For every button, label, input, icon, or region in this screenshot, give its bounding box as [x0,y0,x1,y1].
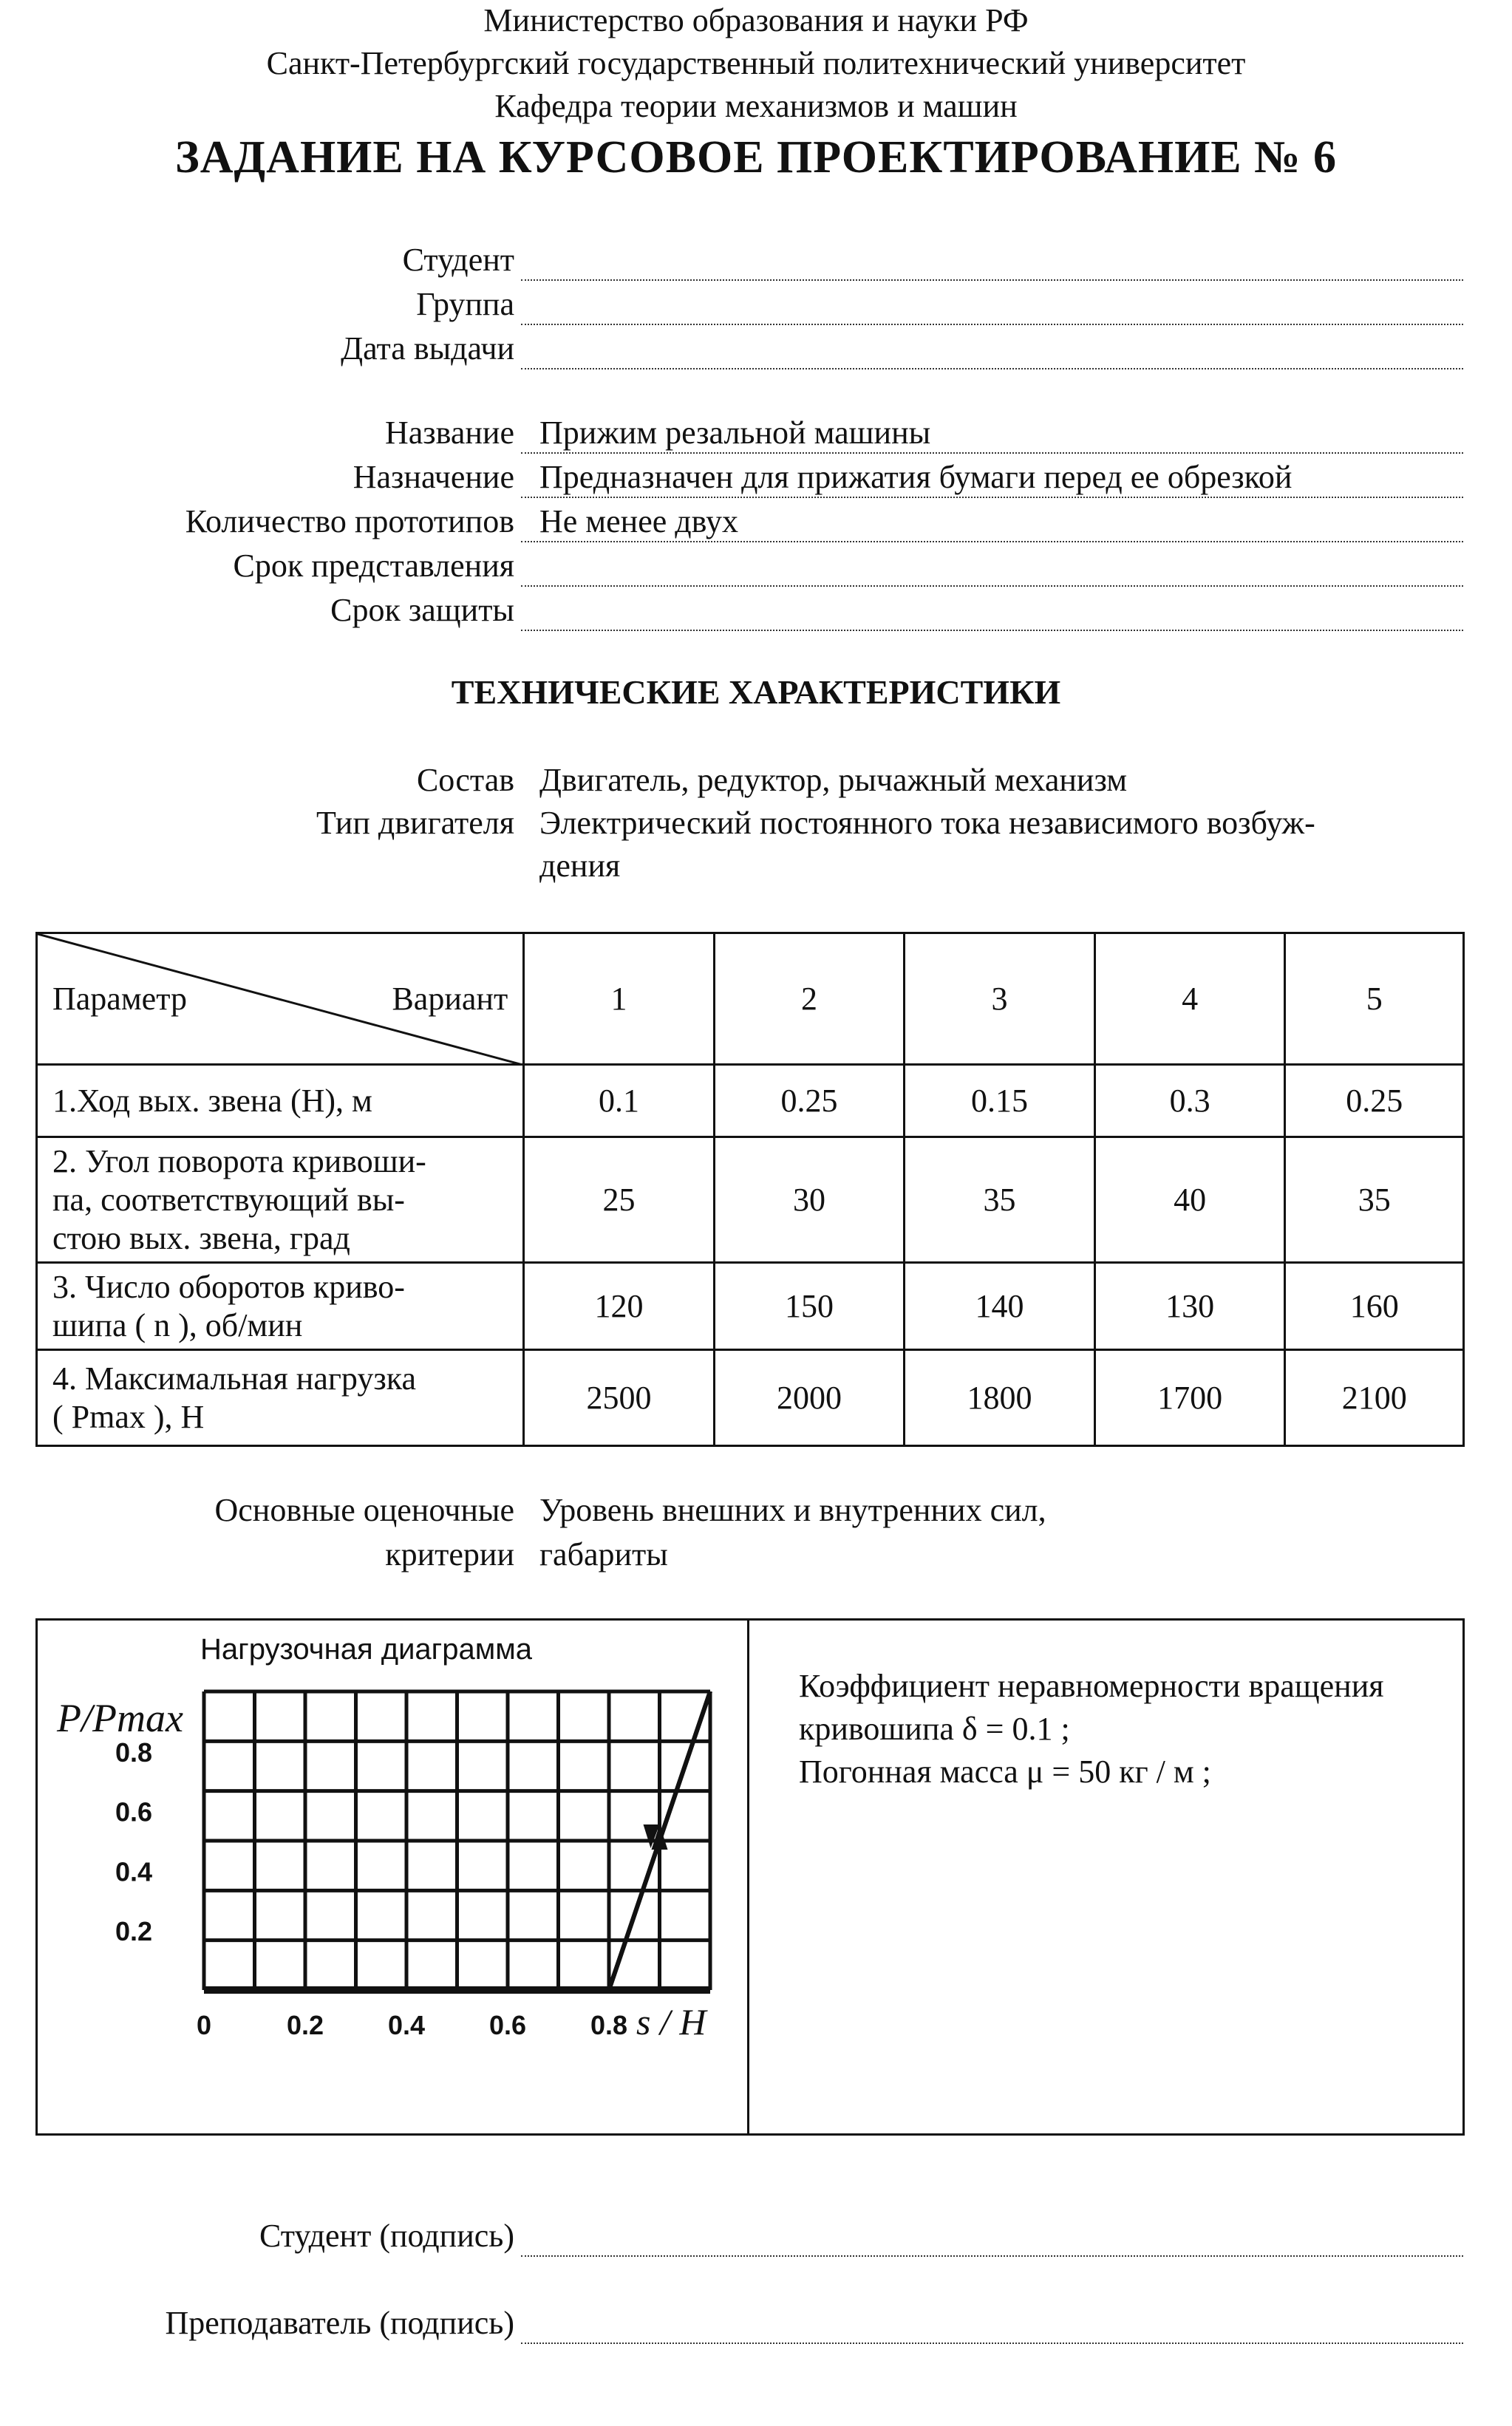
x-tick-label: 0.6 [488,2010,527,2040]
chart-grid [204,1691,710,1990]
student-signature-label: Студент (подпись) [259,2218,514,2254]
value-cell: 120 [524,1263,715,1350]
value-cell: 0.15 [905,1065,1095,1137]
table-corner-cell [37,933,524,1065]
variant-header: 3 [905,933,1095,1065]
value-cell: 0.1 [524,1065,715,1137]
x-axis-label: s / H [636,2001,706,2042]
x-tick-label: 0.4 [387,2010,426,2040]
notes-block [799,1665,1383,1793]
composition-value: Двигатель, редуктор, рычажный механизм [539,762,1128,798]
y-tick-label: 0.8 [115,1737,153,1768]
ministry-line: Министерство образования и науки РФ [483,2,1029,38]
value-cell: 140 [905,1263,1095,1350]
value-cell: 160 [1285,1263,1464,1350]
student-field[interactable] [521,279,1463,281]
name-label: Название [384,415,514,451]
chart-title: Нагрузочная диаграмма [200,1633,532,1666]
load-diagram [38,1621,747,2138]
param-line: 4. Максимальная нагрузка [52,1360,416,1397]
motor-value-1: Электрический постоянного тока независимого возбуж- [539,805,1315,841]
value-cell: 130 [1094,1263,1285,1350]
corner-variant-label: Вариант [392,981,508,1017]
purpose-line [521,497,1463,498]
purpose-label: Назначение [353,459,514,495]
defense-field[interactable] [521,630,1463,631]
composition-label: Состав [416,762,514,798]
param-cell [37,1065,524,1137]
criteria-value-2: габариты [539,1536,668,1573]
note-line-2: кривошипа δ = 0.1 ; [799,1711,1070,1747]
x-tick-label: 0 [196,2010,212,2040]
variant-header: 4 [1094,933,1285,1065]
note-line-1: Коэффициент неравномерности вращения [799,1668,1384,1704]
value-cell: 35 [1285,1137,1464,1263]
value-cell: 2100 [1285,1350,1464,1446]
value-cell: 0.3 [1094,1065,1285,1137]
page-title: ЗАДАНИЕ НА КУРСОВОЕ ПРОЕКТИРОВАНИЕ № 6 [175,132,1337,183]
prototypes-label: Количество прототипов [185,503,514,539]
x-tick-label: 0.8 [590,2010,628,2040]
value-cell: 150 [714,1263,905,1350]
param-cell [37,1137,524,1263]
name-value: Прижим резальной машины [539,415,931,451]
y-tick-label: 0.6 [115,1796,153,1827]
submission-field[interactable] [521,585,1463,587]
value-cell: 2000 [714,1350,905,1446]
table-row [37,1263,1464,1350]
group-field[interactable] [521,324,1463,325]
prototypes-line [521,541,1463,542]
table-row [37,1065,1464,1137]
issue-date-label: Дата выдачи [341,330,514,367]
y-tick-label: 0.2 [115,1916,153,1947]
note-line-3: Погонная масса μ = 50 кг / м ; [799,1754,1211,1790]
variant-header: 2 [714,933,905,1065]
student-signature-field[interactable] [521,2255,1463,2257]
value-cell: 25 [524,1137,715,1263]
department-line: Кафедра теории механизмов и машин [494,88,1018,124]
diagram-box [35,1618,1465,2136]
value-cell: 35 [905,1137,1095,1263]
defense-label: Срок защиты [330,592,514,628]
param-line: ( Pmax ), Н [52,1398,205,1435]
submission-label: Срок представления [233,548,514,584]
table-row [37,1137,1464,1263]
criteria-label-2: критерии [385,1536,514,1573]
table-row [37,1350,1464,1446]
issue-date-field[interactable] [521,368,1463,369]
y-axis-label: P/Pmax [57,1696,183,1740]
motor-value-2: дения [539,848,621,884]
variant-header: 5 [1285,933,1464,1065]
value-cell: 1700 [1094,1350,1285,1446]
value-cell: 30 [714,1137,905,1263]
student-label: Студент [402,242,514,278]
param-line: 3. Число оборотов криво- [52,1268,405,1305]
value-cell: 1800 [905,1350,1095,1446]
teacher-signature-label: Преподаватель (подпись) [165,2305,514,2341]
criteria-value-1: Уровень внешних и внутренних сил, [539,1492,1046,1528]
group-label: Группа [416,286,514,322]
name-line [521,452,1463,454]
variants-table [35,932,1465,1447]
param-line: па, соответствующий вы- [52,1181,405,1218]
value-cell: 0.25 [714,1065,905,1137]
prototypes-value: Не менее двух [539,503,738,539]
value-cell: 0.25 [1285,1065,1464,1137]
tech-heading: ТЕХНИЧЕСКИЕ ХАРАКТЕРИСТИКИ [451,673,1061,711]
variant-header: 1 [524,933,715,1065]
param-line: стою вых. звена, град [52,1219,350,1256]
param-line: шипа ( n ), об/мин [52,1306,303,1343]
box-divider [747,1621,749,2133]
corner-param-label: Параметр [52,981,187,1017]
motor-label: Тип двигателя [316,805,514,841]
purpose-value: Предназначен для прижатия бумаги перед ее обрезкой [539,459,1293,495]
param-line: 1.Ход вых. звена (H), м [52,1082,372,1119]
param-cell [37,1263,524,1350]
param-line: 2. Угол поворота кривоши- [52,1142,426,1179]
criteria-label-1: Основные оценочные [214,1492,514,1528]
y-tick-label: 0.4 [115,1856,153,1887]
teacher-signature-field[interactable] [521,2342,1463,2344]
value-cell: 2500 [524,1350,715,1446]
value-cell: 40 [1094,1137,1285,1263]
university-line: Санкт-Петербургский государственный политехнический университет [266,45,1246,81]
x-tick-label: 0.2 [286,2010,324,2040]
param-cell [37,1350,524,1446]
